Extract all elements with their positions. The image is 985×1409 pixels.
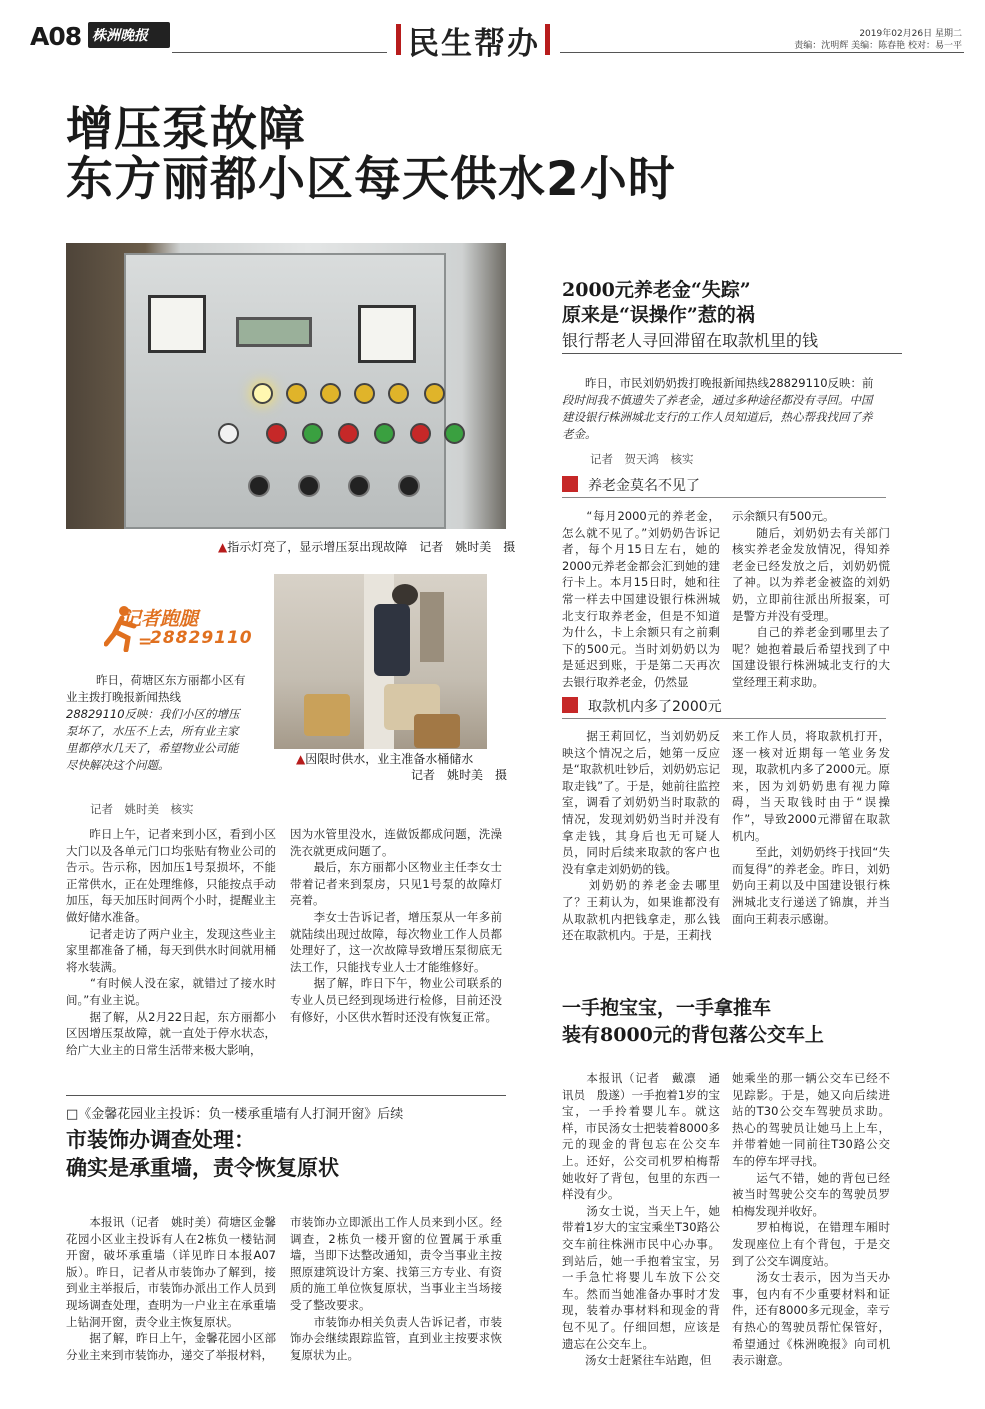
story2-kicker: □《金馨花园业主投诉：负一楼承重墙有人打洞开窗》后续 [66,1107,404,1122]
red-button-icon [266,423,287,444]
story4-body-col1: 本报讯（记者 戴凛 通讯员 殷遂）一手抱着1岁的宝宝，一手拎着婴儿车。就这样，市民汤女士把装着8000多元的现金的背包忘在公交车上。还好，公交司机罗柏梅帮她收好了背包，包里的东西一样没有少。 汤女士说，当天上午，她带着1岁大的宝宝乘坐T30路公交车前往株洲市民中心办事。到站后，她一手抱着宝宝，另一手急忙将婴儿车放下公交车。然而当她准备办事时才发现，装着办事材料和现金的背包不见了。仔细回想，应该是遗忘在公交车上。 汤女士赶紧往车站跑，但 [562,1071,720,1368]
story4-headline-1: 一手抱宝宝，一手拿推车 [562,997,772,1019]
story3-byline: 记者 贺天鸿 核实 [590,452,694,466]
newspaper-logo: 株洲晚报 [88,22,170,48]
lead-body-col1: 昨日上午，记者来到小区，看到小区大门以及各单元门口均张贴有物业公司的告示。告示称，因加压1号泵损坏，不能正常供水，正在处理维修，只能按点手动加压，每天加压时间两个小时，提醒业主做好储水准备。 记者走访了两户业主，发现这些业主家里都准备了桶，每天到供水时间就用桶将水装满。 “有时候人没在家，就错过了接水时间。”有业主说。 据了解，从2月22日起，东方丽都小区因增压泵故障，就一直处于停水状态，给广大业主的日常生活带来极大影响， [66,827,276,1057]
story2-top-rule [66,1095,506,1096]
story3-section1-rule [562,497,886,498]
hotline-title: 记者跑腿 [122,608,199,630]
section-marker-icon [562,476,578,492]
lcd-display [236,317,312,347]
yellow-lamp-icon [354,383,375,404]
hotline-equals: = [138,632,153,652]
lead-intro-line-5: 里都停水几天了，希望物业公司能 [66,741,239,755]
issue-date: 2019年02月26日 星期二 [859,29,962,39]
lead-headline-2: 东方丽都小区每天供水2小时 [66,152,676,207]
story3-subhead: 银行帮老人寻回滞留在取款机里的钱 [562,331,819,350]
bucket-icon [414,714,460,748]
lead-intro-line-3: 28829110反映：我们小区的增压 [66,707,240,721]
yellow-lamp-icon [424,383,445,404]
story2-headline-2: 确实是承重墙，责令恢复原状 [66,1155,339,1180]
hotline-number: 28829110 [150,628,253,648]
white-button-icon [218,423,239,444]
section-title: 民生帮办 [408,26,540,62]
story3-intro-line-1: 昨日，市民刘奶奶拨打晚报新闻热线28829110反映：前 [562,376,874,390]
photo2-caption-1: ▲因限时供水，业主准备水桶储水 [296,752,474,766]
story4-headline-2: 装有8000元的背包落公交车上 [562,1024,824,1046]
bucket-icon [304,694,350,736]
masthead-rule-right [560,52,964,53]
story3-intro-line-4: 老金。 [562,427,597,441]
lead-headline-1: 增压泵故障 [66,102,306,157]
selector-knob-icon [348,475,370,497]
lead-intro-line-4: 泵坏了，水压不上去，所有业主家 [66,724,239,738]
story3-section2-title: 取款机内多了2000元 [588,699,722,715]
story2-body-col2: 市装饰办立即派出工作人员来到小区。经调查，2栋负一楼开窗的位置属于承重墙，当即下达整改通知，责令当事业主按照原建筑设计方案、找第三方专业、有资质的施工单位恢复原状，当事业主当场接受了整改要求。 市装饰办相关负责人告诉记者，市装饰办会继续跟踪监管，直到业主按要求恢复原状为止。 [290,1215,502,1362]
section-bar-left [396,24,401,55]
lead-body-col2: 因为水管里没水，连做饭都成问题，洗澡洗衣就更成问题了。 最后，东方丽都小区物业主任李女士带着记者来到泵房，只见1号泵的故障灯亮着。 李女士告诉记者，增压泵从一年多前就陆续出现过故障，每次物业工作人员都处理好了，这一次故障导致增压泵彻底无法工作，只能找专业人士才能维修好。 据了解，昨日下午，物业公司联系的专业人员已经到现场进行检修，目前还没有修好，小区供水暂时还没有恢复正常。 [290,827,502,1024]
story4-body-col2: 她乘坐的那一辆公交车已经不见踪影。于是，她又向后续进站的T30公交车驾驶员求助。热心的驾驶员让她马上上车，并带着她一同前往T30路公交车的停车坪寻找。 运气不错，她的背包已经被当时驾驶公交车的驾驶员罗柏梅发现并收好。 罗柏梅说，在错理车厢时发现座位上有个背包，于是交到了公交车调度站。 汤女士表示，因为当天办事，包内有不少重要材料和证件，还有8000多元现金，幸亏有热心的驾驶员帮忙保管好，希望通过《株洲晚报》向司机表示谢意。 [732,1071,890,1368]
gauge-left-icon [148,295,206,353]
green-button-icon [302,423,323,444]
photo1-caption: ▲指示灯亮了，显示增压泵出现故障 记者 姚时美 摄 [218,540,516,554]
lead-byline: 记者 姚时美 核实 [90,802,194,816]
story3-headline-1: 2000元养老金“失踪” [562,279,751,301]
green-button-icon [374,423,395,444]
person-icon [374,604,410,676]
story3-section1-col1: “每月2000元的养老金，怎么就不见了。”刘奶奶告诉记者，每个月15日左右，她的2000元养老金都会汇到她的建行卡上。本月15日时，她和往常一样去中国建设银行株洲城北支行取养老金，但是不知道为什么，卡上余额只有之前剩下的500元。当时刘奶奶以为是延迟到账，于是第二天再次去银行取养老金，仍然显 [562,509,720,689]
story3-section1-title: 养老金莫名不见了 [588,478,700,494]
selector-knob-icon [298,475,320,497]
selector-knob-icon [398,475,420,497]
green-button-icon [444,423,465,444]
story2-headline-1: 市装饰办调查处理： [66,1127,255,1152]
red-button-icon [410,423,431,444]
story3-section2-rule [562,718,886,719]
lead-intro-line-6: 尽快解决这个问题。 [66,758,170,772]
story3-section2-col1: 据王莉回忆，当刘奶奶反映这个情况之后，她第一反应是“取款机吐钞后，刘奶奶忘记取走钱”了。于是，她前往监控室，调看了刘奶奶当时取款的情况，发现刘奶奶当时并没有拿走钱，其身后也无可疑人员，同时后续来取款的客户也没有拿走刘奶奶的钱。 刘奶奶的养老金去哪里了？王莉认为，如果谁都没有从取款机内把钱拿走，那么钱还在取款机内。于是，王莉找 [562,729,720,943]
section-marker-icon [562,697,578,713]
lead-intro-line-2: 业主拨打晚报新闻热线 [66,690,181,704]
fault-lamp-lit-icon [252,383,273,404]
story3-intro-line-2: 段时间我不慎遗失了养老金，通过多种途径都没有寻回。中国 [562,393,873,407]
gauge-right-icon [358,305,416,363]
person-head-icon [392,584,418,606]
section-bar-right [545,24,550,55]
selector-knob-icon [248,475,270,497]
photo2-caption-2: 记者 姚时美 摄 [411,768,508,782]
page-number: A08 [30,22,82,51]
editor-credits: 责编：沈明辉 美编：陈春艳 校对：易一平 [794,41,962,51]
yellow-lamp-icon [388,383,409,404]
control-panel-photo [66,243,506,529]
story2-body-col1: 本报讯（记者 姚时美）荷塘区金馨花园小区业主投诉有人在2栋负一楼钻洞开窗，破坏承重墙（详见昨日本报A07版）。昨日，记者从市装饰办了解到，接到业主举报后，市装饰办派出工作人员到现场调查处理，查明为一户业主在承重墙上钻洞开窗，责令业主恢复原状。 据了解，昨日上午，金馨花园小区部分业主来到市装饰办，递交了举报材料， [66,1215,276,1362]
water-buckets-photo [274,574,487,749]
water-heater-icon [420,592,444,662]
story3-rule [562,353,902,354]
control-panel [124,253,446,529]
masthead-rule-left [172,52,387,53]
lead-intro-line-1: 昨日，荷塘区东方丽都小区有 [96,673,246,687]
yellow-lamp-icon [286,383,307,404]
red-button-icon [338,423,359,444]
story3-headline-2: 原来是“误操作”惹的祸 [562,304,755,326]
story3-section2-col2: 来工作人员，将取款机打开，逐一核对近期每一笔业务发现，取款机内多了2000元。原来，因为刘奶奶患有视力障碍，当天取钱时由于“误操作”，导致2000元滞留在取款机内。 至此，刘奶奶终于找回“失而复得”的养老金。昨日，刘奶奶向王莉以及中国建设银行株洲城北支行递送了锦旗，并当面向王莉表示感谢。 [732,729,890,926]
yellow-lamp-icon [320,383,341,404]
story3-intro-line-3: 建设银行株洲城北支行的工作人员知道后，热心帮我找回了养 [562,410,873,424]
story3-section1-col2: 示余额只有500元。 随后，刘奶奶去有关部门核实养老金发放情况，得知养老金已经发放之后，刘奶奶慌了神。以为养老金被盗的刘奶奶，立即前往派出所报案，可是警方并没有受理。 自己的养老金到哪里去了呢？她抱着最后希望找到了中国建设银行株洲城北支行的大堂经理王莉求助。 [732,509,890,689]
